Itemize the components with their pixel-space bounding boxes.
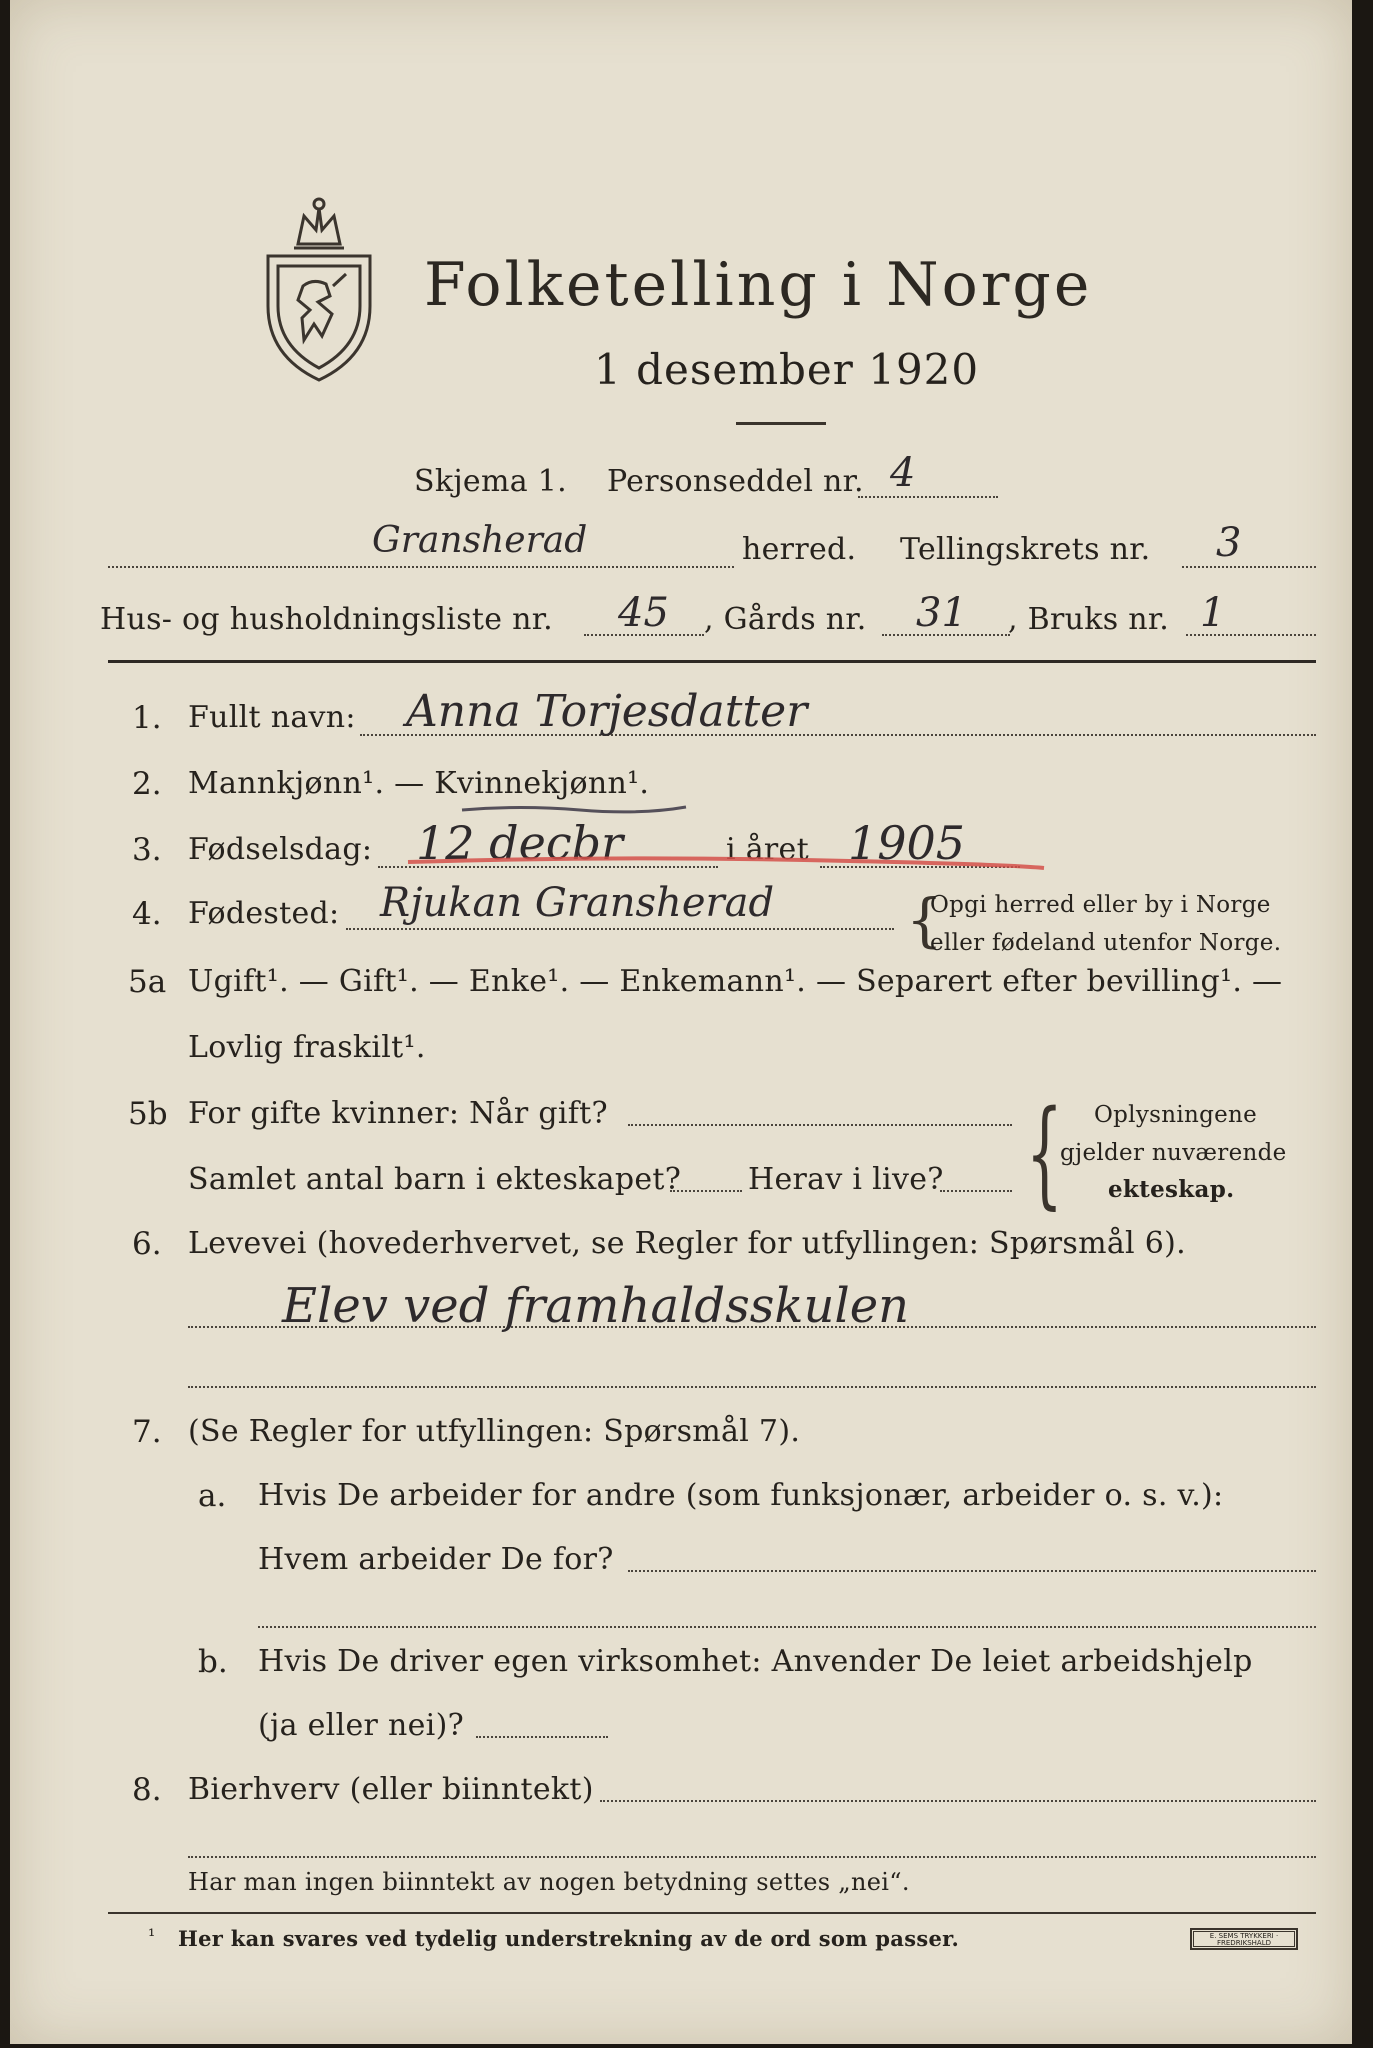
q8-number: 8. — [132, 1772, 162, 1808]
q5b-note-line3: ekteskap. — [1108, 1176, 1235, 1203]
q7b-line1: Hvis De driver egen virksomhet: Anvender De leiet arbeidshjelp — [258, 1644, 1253, 1679]
q7-label: (Se Regler for utfyllingen: Spørsmål 7). — [188, 1414, 801, 1449]
q1-number: 1. — [132, 700, 162, 736]
q7b-line2: (ja eller nei)? — [258, 1708, 464, 1743]
footnote-mark: ¹ — [148, 1926, 156, 1947]
q6-occupation-value: Elev ved framhaldsskulen — [282, 1278, 910, 1334]
q7a-line — [628, 1570, 1316, 1572]
printer-stamp-text: E. SEMS TRYKKERI · FREDRIKSHALD — [1193, 1931, 1295, 1947]
q5a-line2: Lovlig fraskilt¹. — [188, 1030, 426, 1065]
q2-number: 2. — [132, 766, 162, 802]
q6-number: 6. — [132, 1226, 162, 1262]
q4-brace: { — [906, 886, 943, 954]
gards-value: 31 — [916, 590, 967, 636]
personseddel-line — [858, 496, 998, 498]
q8-label: Bierhverv (eller biinntekt) — [188, 1772, 594, 1807]
q3-label: Fødselsdag: — [188, 832, 373, 867]
q2-kvinnekjonn-underline — [460, 802, 688, 816]
tellingskrets-label: Tellingskrets nr. — [900, 532, 1151, 567]
q4-line — [346, 928, 894, 930]
hus-value: 45 — [618, 590, 669, 636]
q4-note-line2: eller fødeland utenfor Norge. — [930, 930, 1282, 956]
q5b-alive-label: Herav i live? — [748, 1162, 944, 1197]
q5b-alive-line — [940, 1190, 1012, 1192]
q5b-children-line — [670, 1190, 742, 1192]
footnote-text: Her kan svares ved tydelig understrekning av de ord som passer. — [178, 1926, 960, 1951]
gards-label: , Gårds nr. — [704, 602, 867, 637]
q8-line2 — [188, 1856, 1316, 1858]
q7-number: 7. — [132, 1414, 162, 1450]
q5a-number: 5a — [128, 964, 167, 1000]
personseddel-value: 4 — [890, 450, 916, 496]
form-title: Folketelling i Norge — [424, 250, 1093, 320]
q5b-note-line1: Oplysningene — [1094, 1102, 1258, 1128]
q5a-line1: Ugift¹. — Gift¹. — Enke¹. — Enkemann¹. — Separert efter bevilling¹. — — [188, 964, 1283, 999]
q7a-line-extra — [258, 1626, 1316, 1628]
q3-year-label: i året — [726, 832, 809, 867]
q5b-brace: { — [1026, 1086, 1063, 1221]
q5b-line1: For gifte kvinner: Når gift? — [188, 1096, 608, 1131]
red-pencil-strike — [404, 848, 1054, 878]
header-rule — [108, 660, 1316, 663]
q4-note-line1: Opgi herred eller by i Norge — [930, 892, 1271, 918]
q5b-children-label: Samlet antal barn i ekteskapet? — [188, 1162, 682, 1197]
tellingskrets-line — [1182, 566, 1316, 568]
tellingskrets-value: 3 — [1216, 520, 1242, 566]
footer-rule — [108, 1912, 1316, 1914]
personseddel-label: Personseddel nr. — [607, 464, 864, 499]
q3-number: 3. — [132, 832, 162, 868]
q1-label: Fullt navn: — [188, 700, 356, 735]
q1-full-name-value: Anna Torjesdatter — [406, 686, 808, 737]
q3-birth-year-value: 1905 — [848, 816, 966, 870]
q7a-letter: a. — [198, 1478, 227, 1514]
q7a-line1: Hvis De arbeider for andre (som funksjonær, arbeider o. s. v.): — [258, 1478, 1224, 1513]
q6-label: Levevei (hovederhvervet, se Regler for utfyllingen: Spørsmål 6). — [188, 1226, 1186, 1261]
bruks-label: , Bruks nr. — [1008, 602, 1170, 637]
schema-label: Skjema 1. — [414, 464, 567, 499]
norwegian-coat-of-arms-icon — [258, 186, 380, 386]
bruks-value: 1 — [1200, 590, 1226, 636]
footer-note: Har man ingen biinntekt av nogen betydning settes „nei“. — [188, 1868, 910, 1896]
q5b-married-line — [628, 1124, 1012, 1126]
q4-label: Fødested: — [188, 896, 340, 931]
q7a-line2: Hvem arbeider De for? — [258, 1542, 614, 1577]
herred-line — [108, 566, 734, 568]
herred-value: Gransherad — [372, 520, 588, 561]
q6-line2 — [188, 1386, 1316, 1388]
hus-label: Hus- og husholdningsliste nr. — [100, 602, 553, 637]
q4-birthplace-value: Rjukan Gransherad — [380, 880, 775, 926]
q3-birthdate-value: 12 decbr — [416, 816, 624, 870]
form-date: 1 desember 1920 — [594, 345, 980, 394]
q7b-line — [476, 1736, 608, 1738]
q8-line1 — [600, 1800, 1316, 1802]
q4-number: 4. — [132, 896, 162, 932]
q5b-number: 5b — [128, 1096, 168, 1132]
census-form-sheet — [10, 0, 1352, 2044]
q7b-letter: b. — [198, 1644, 228, 1680]
herred-label: herred. — [742, 532, 857, 567]
title-divider — [736, 422, 826, 425]
q5b-note-line2: gjelder nuværende — [1060, 1140, 1287, 1166]
printer-stamp — [1190, 1928, 1298, 1950]
q2-sex-options: Mannkjønn¹. — Kvinnekjønn¹. — [188, 766, 650, 801]
